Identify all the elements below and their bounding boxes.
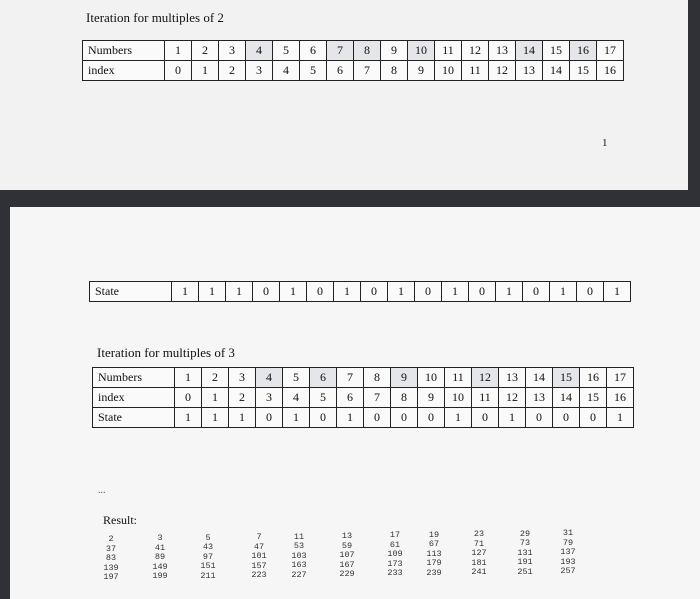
- table-cell: 1: [607, 408, 634, 428]
- result-value: 5: [205, 532, 211, 543]
- result-column: [147, 534, 173, 582]
- table-cell: 3: [256, 388, 283, 408]
- table-cell: 6: [310, 368, 337, 388]
- result-value: 19: [428, 529, 440, 540]
- result-value: 67: [428, 539, 440, 550]
- table-cell: 2: [219, 61, 246, 81]
- table-cell: 17: [607, 368, 634, 388]
- table-cell: 0: [256, 408, 283, 428]
- result-value: 47: [253, 541, 265, 552]
- table-row: [83, 41, 624, 61]
- multiples-of-3-table: [92, 367, 634, 428]
- result-value: 97: [202, 551, 214, 562]
- table-cell: 11: [435, 41, 462, 61]
- table-cell: 10: [445, 388, 472, 408]
- table-row: [93, 368, 634, 388]
- table-cell: 1: [604, 282, 631, 302]
- result-value: 173: [387, 558, 403, 569]
- result-column: [98, 535, 124, 583]
- table-cell: 9: [381, 41, 408, 61]
- table-cell: 0: [361, 282, 388, 302]
- table-cell: 6: [327, 61, 354, 81]
- result-value: 2: [108, 534, 114, 544]
- table-cell: 13: [516, 61, 543, 81]
- table-cell: 1: [165, 41, 192, 61]
- table-cell: 5: [310, 388, 337, 408]
- result-value: 197: [103, 572, 119, 582]
- table-cell: 1: [445, 408, 472, 428]
- table-cell: 4: [246, 41, 273, 61]
- table-cell: 0: [469, 282, 496, 302]
- table-cell: 14: [553, 388, 580, 408]
- result-column: [555, 529, 581, 577]
- table-cell: 7: [327, 41, 354, 61]
- table-cell: 12: [462, 41, 489, 61]
- table-cell: 1: [280, 282, 307, 302]
- table-cell: 16: [607, 388, 634, 408]
- table-cell: 0: [523, 282, 550, 302]
- table-cell: 1: [199, 282, 226, 302]
- result-value: 211: [200, 570, 216, 581]
- page-number: 1: [602, 137, 608, 149]
- result-value: 31: [562, 528, 574, 538]
- table-cell: 10: [408, 41, 435, 61]
- table-cell: 14: [526, 368, 553, 388]
- table-cell: 1: [226, 282, 253, 302]
- table-cell: 7: [354, 61, 381, 81]
- table-cell: 0: [307, 282, 334, 302]
- result-value: 43: [202, 542, 214, 553]
- table-cell: 15: [570, 61, 597, 81]
- table-cell: 13: [489, 41, 516, 61]
- table-cell: 0: [580, 408, 607, 428]
- table-cell: 12: [472, 368, 499, 388]
- result-value: 109: [387, 549, 403, 560]
- result-value: 179: [426, 558, 442, 569]
- table-cell: 11: [462, 61, 489, 81]
- table-cell: 1: [550, 282, 577, 302]
- table-cell: 12: [499, 388, 526, 408]
- result-value: 17: [389, 530, 401, 541]
- table-row: [83, 61, 624, 81]
- table-cell: 1: [442, 282, 469, 302]
- table-cell: 4: [283, 388, 310, 408]
- result-value: 41: [154, 542, 166, 553]
- table-cell: 16: [570, 41, 597, 61]
- table-cell: 0: [577, 282, 604, 302]
- table-cell: 8: [364, 368, 391, 388]
- row-label: Numbers: [93, 368, 175, 388]
- table-cell: 16: [580, 368, 607, 388]
- table-cell: 0: [175, 388, 202, 408]
- result-column: [334, 532, 360, 580]
- table-cell: 3: [229, 368, 256, 388]
- table-cell: 0: [472, 408, 499, 428]
- table-cell: 0: [364, 408, 391, 428]
- page-1-title: Iteration for multiples of 2: [86, 10, 224, 25]
- table-row: [90, 282, 631, 302]
- result-value: 181: [471, 557, 487, 568]
- table-cell: 10: [418, 368, 445, 388]
- table-cell: 6: [300, 41, 327, 61]
- table-row: [93, 388, 634, 408]
- page-2: [10, 207, 700, 599]
- page-2-title: Iteration for multiples of 3: [97, 345, 235, 360]
- result-value: 71: [473, 538, 485, 549]
- row-label: index: [93, 388, 175, 408]
- table-cell: 7: [337, 368, 364, 388]
- table-cell: 1: [283, 408, 310, 428]
- result-value: 233: [387, 568, 403, 579]
- result-column: [421, 531, 447, 579]
- table-cell: 0: [391, 408, 418, 428]
- result-value: 227: [291, 569, 307, 580]
- result-column: [286, 533, 312, 581]
- result-column: [246, 533, 272, 581]
- table-cell: 3: [219, 41, 246, 61]
- result-value: 139: [103, 562, 119, 573]
- result-value: 223: [251, 570, 267, 581]
- result-value: 251: [517, 566, 533, 577]
- result-value: 83: [105, 553, 117, 563]
- table-cell: 16: [597, 61, 624, 81]
- result-value: 107: [339, 550, 355, 560]
- result-value: 23: [473, 529, 485, 540]
- table-cell: 1: [337, 408, 364, 428]
- result-value: 151: [200, 561, 216, 572]
- result-value: 101: [251, 551, 267, 562]
- table-cell: 1: [192, 61, 219, 81]
- table-cell: 4: [273, 61, 300, 81]
- table-cell: 1: [499, 408, 526, 428]
- result-value: 89: [154, 552, 166, 563]
- table-cell: 14: [516, 41, 543, 61]
- table-cell: 8: [391, 388, 418, 408]
- table-cell: 0: [553, 408, 580, 428]
- result-value: 167: [339, 559, 355, 570]
- result-value: 53: [293, 541, 305, 552]
- page-1: [0, 0, 688, 190]
- result-value: 73: [519, 538, 531, 549]
- table-cell: 5: [300, 61, 327, 81]
- table-cell: 2: [202, 368, 229, 388]
- state-table-multiples-of-2: [89, 281, 631, 302]
- table-cell: 9: [418, 388, 445, 408]
- table-cell: 3: [246, 61, 273, 81]
- table-cell: 1: [229, 408, 256, 428]
- table-cell: 8: [354, 41, 381, 61]
- result-value: 163: [291, 560, 307, 571]
- table-cell: 15: [543, 41, 570, 61]
- table-cell: 7: [364, 388, 391, 408]
- result-value: 229: [339, 569, 355, 579]
- table-cell: 11: [472, 388, 499, 408]
- multiples-of-2-table: [82, 40, 624, 81]
- result-value: 239: [426, 567, 442, 578]
- result-value: 79: [562, 537, 574, 548]
- ellipsis: ...: [98, 485, 106, 496]
- table-cell: 0: [418, 408, 445, 428]
- result-value: 157: [251, 560, 267, 571]
- result-column: [195, 534, 221, 582]
- table-cell: 15: [553, 368, 580, 388]
- result-value: 59: [341, 540, 353, 551]
- result-value: 191: [517, 557, 533, 568]
- result-value: 103: [291, 550, 307, 561]
- table-cell: 0: [165, 61, 192, 81]
- table-cell: 1: [175, 368, 202, 388]
- result-value: 13: [341, 531, 353, 541]
- result-value: 137: [560, 547, 576, 557]
- table-cell: 1: [202, 388, 229, 408]
- table-cell: 0: [310, 408, 337, 428]
- table-cell: 13: [526, 388, 553, 408]
- table-cell: 1: [496, 282, 523, 302]
- result-value: 3: [157, 533, 163, 544]
- table-cell: 10: [435, 61, 462, 81]
- result-value: 37: [105, 543, 117, 554]
- result-value: 127: [471, 548, 487, 559]
- table-cell: 1: [388, 282, 415, 302]
- result-value: 199: [152, 571, 168, 582]
- table-cell: 12: [489, 61, 516, 81]
- table-cell: 0: [415, 282, 442, 302]
- table-cell: 0: [253, 282, 280, 302]
- table-cell: 1: [172, 282, 199, 302]
- table-row: [93, 408, 634, 428]
- result-value: 7: [256, 532, 262, 543]
- table-cell: 5: [273, 41, 300, 61]
- table-cell: 1: [334, 282, 361, 302]
- table-cell: 1: [175, 408, 202, 428]
- result-column: [466, 530, 492, 578]
- result-value: 241: [471, 567, 487, 578]
- table-cell: 15: [580, 388, 607, 408]
- result-value: 113: [426, 548, 442, 559]
- result-value: 193: [560, 556, 576, 567]
- table-cell: 9: [391, 368, 418, 388]
- table-cell: 2: [229, 388, 256, 408]
- row-label: State: [90, 282, 172, 302]
- table-cell: 5: [283, 368, 310, 388]
- row-label: Numbers: [83, 41, 165, 61]
- table-cell: 0: [526, 408, 553, 428]
- table-cell: 2: [192, 41, 219, 61]
- result-label: Result:: [103, 513, 138, 527]
- result-value: 257: [560, 566, 576, 576]
- table-cell: 9: [408, 61, 435, 81]
- result-value: 131: [517, 547, 533, 558]
- result-value: 149: [152, 561, 168, 572]
- result-value: 61: [389, 539, 401, 550]
- table-cell: 6: [337, 388, 364, 408]
- table-cell: 11: [445, 368, 472, 388]
- row-label: index: [83, 61, 165, 81]
- result-value: 29: [519, 528, 531, 539]
- result-column: [382, 531, 408, 579]
- table-cell: 8: [381, 61, 408, 81]
- row-label: State: [93, 408, 175, 428]
- table-cell: 13: [499, 368, 526, 388]
- result-column: [512, 530, 538, 578]
- table-cell: 4: [256, 368, 283, 388]
- table-cell: 14: [543, 61, 570, 81]
- result-value: 11: [293, 531, 305, 542]
- table-cell: 17: [597, 41, 624, 61]
- table-cell: 1: [202, 408, 229, 428]
